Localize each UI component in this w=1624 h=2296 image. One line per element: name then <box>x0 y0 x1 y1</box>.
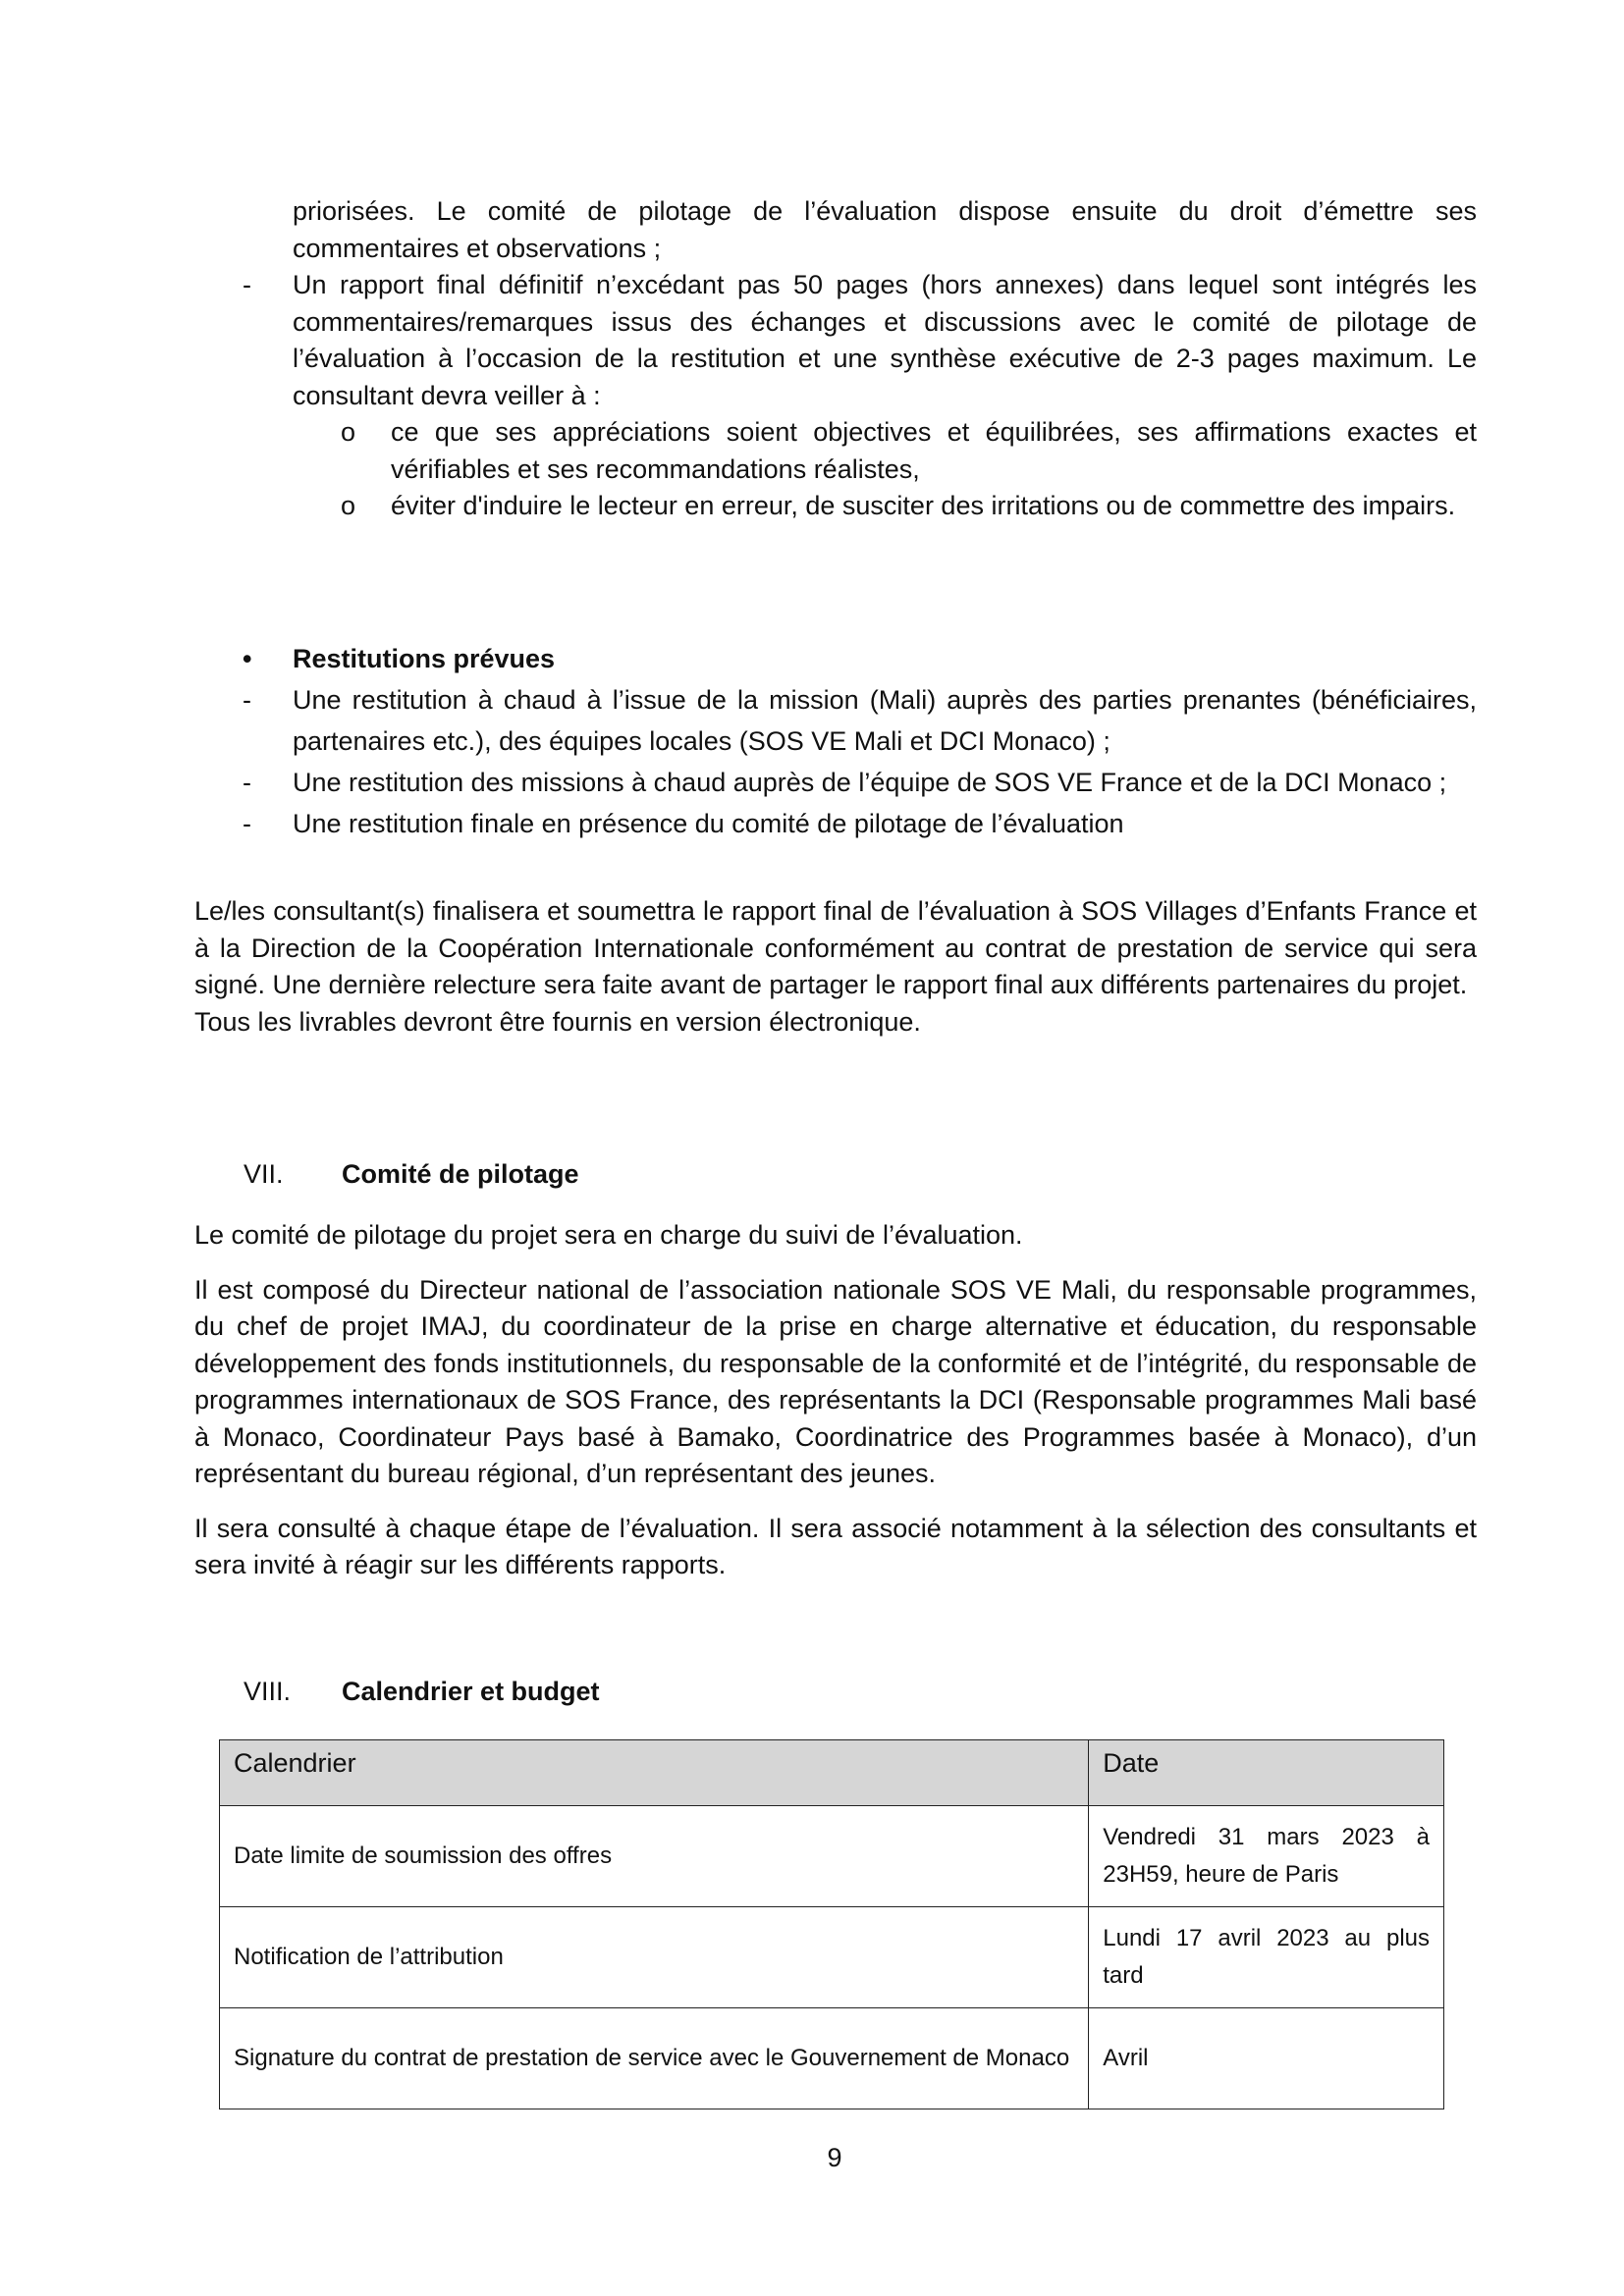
deliverables-list <box>194 193 1477 525</box>
restitution-text: Une restitution finale en présence du comité de pilotage de l’évaluation <box>293 809 1124 838</box>
continuation-text: priorisées. Le comité de pilotage de l’évaluation dispose ensuite du droit d’émettre ses commentaires et observations ; <box>293 196 1477 263</box>
dash-marker: - <box>243 270 251 299</box>
table-cell: Avril <box>1089 2008 1444 2109</box>
table-header-row <box>220 1740 1444 1806</box>
finalisation-paragraph <box>194 893 1477 1041</box>
section-number: VII. <box>244 1159 284 1189</box>
section-number: VIII. <box>244 1677 292 1706</box>
table-row <box>220 1907 1444 2008</box>
restitution-text: Une restitution des missions à chaud auprès de l’équipe de SOS VE France et de la DCI Monaco ; <box>293 768 1447 797</box>
restitutions-block <box>194 638 1477 844</box>
deliverable-continuation <box>194 193 1477 267</box>
deliverable-item <box>194 267 1477 414</box>
electronic-note: Tous les livrables devront être fournis en version électronique. <box>194 1006 921 1037</box>
dash-marker: - <box>243 768 251 797</box>
circle-marker: o <box>341 417 356 447</box>
sub-item-text: éviter d'induire le lecteur en erreur, de susciter des irritations ou de commettre des impairs. <box>391 491 1456 520</box>
section-title: Comité de pilotage <box>342 1159 579 1189</box>
table-row <box>220 2008 1444 2109</box>
section7-paragraph: Il est composé du Directeur national de l’association nationale SOS VE Mali, du responsable programmes, du chef de projet IMAJ, du coordinateur de la prise en charge alternative et éducation, du responsable développement des fonds institutionnels, du responsable de la conformité et de l’intégrité, du responsable de programmes internationaux de SOS France, des représentants la DCI (Responsable programmes Mali basé à Monaco, Coordinateur Pays basé à Bamako, Coordinatrice des Programmes basée à Monaco), d’un représentant du bureau régional, d’un représentant des jeunes. <box>194 1274 1477 1488</box>
restitutions-title <box>194 638 1477 679</box>
table-cell: Lundi 17 avril 2023 au plus tard <box>1089 1907 1444 2008</box>
circle-marker: o <box>341 491 356 520</box>
dash-marker: - <box>243 809 251 838</box>
section7-paragraph: Il sera consulté à chaque étape de l’évaluation. Il sera associé notamment à la sélection des consultants et sera invité à réagir sur les différents rapports. <box>194 1513 1477 1579</box>
sub-item-text: ce que ses appréciations soient objectives et équilibrées, ses affirmations exactes et vérifiables et ses recommandations réalistes, <box>391 417 1477 484</box>
dash-marker: - <box>243 685 251 715</box>
restitution-item <box>194 803 1477 844</box>
table-cell: Notification de l’attribution <box>220 1907 1089 2008</box>
restitution-text: Une restitution à chaud à l’issue de la mission (Mali) auprès des parties prenantes (bénéficiaires, partenaires etc.), des équipes locales (SOS VE Mali et DCI Monaco) ; <box>293 685 1477 756</box>
restitutions-title-text: Restitutions prévues <box>293 644 556 673</box>
restitution-item <box>194 762 1477 803</box>
sub-item <box>194 414 1477 488</box>
restitution-item <box>194 679 1477 762</box>
page-number: 9 <box>827 2143 842 2172</box>
calendar-table <box>219 1739 1444 2109</box>
bullet-marker: • <box>243 644 252 673</box>
section-title: Calendrier et budget <box>342 1677 600 1706</box>
section7-body <box>194 1217 1477 1584</box>
table-header-cell: Date <box>1089 1740 1444 1806</box>
finalisation-text: Le/les consultant(s) finalisera et soumettra le rapport final de l’évaluation à SOS Villages d’Enfants France et à la Direction de la Coopération Internationale conformément au contrat de prestation de service qui sera signé. Une dernière relecture sera faite avant de partager le rapport final aux différents partenaires du projet. <box>194 896 1477 999</box>
section7-paragraph: Le comité de pilotage du projet sera en charge du suivi de l’évaluation. <box>194 1220 1023 1250</box>
table-cell: Vendredi 31 mars 2023 à 23H59, heure de Paris <box>1089 1806 1444 1907</box>
deliverable-text: Un rapport final définitif n’excédant pas 50 pages (hors annexes) dans lequel sont intégrés les commentaires/remarques issus des échanges et discussions avec le comité de pilotage de l’évaluation à l’occasion de la restitution et une synthèse exécutive de 2-3 pages maximum. Le consultant devra veiller à : <box>293 270 1477 410</box>
sub-item <box>194 488 1477 525</box>
table-cell: Date limite de soumission des offres <box>220 1806 1089 1907</box>
table-header-cell: Calendrier <box>220 1740 1089 1806</box>
table-row <box>220 1806 1444 1907</box>
table-cell: Signature du contrat de prestation de service avec le Gouvernement de Monaco <box>220 2008 1089 2109</box>
